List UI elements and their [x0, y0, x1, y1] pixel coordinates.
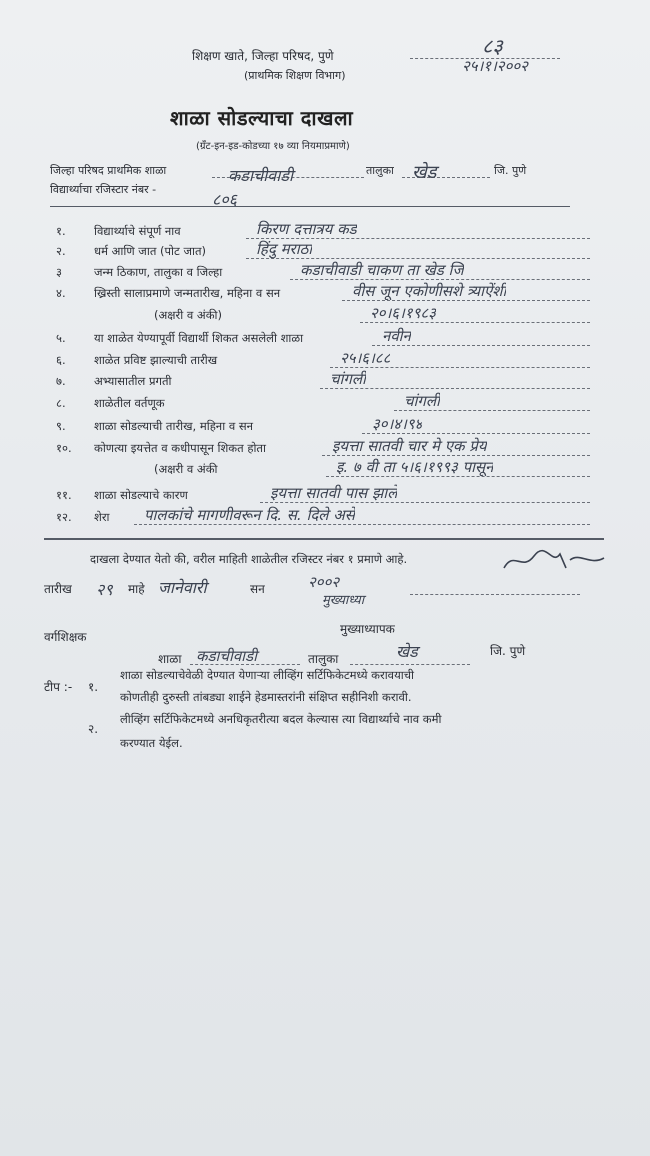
field-value: २०।६।१९८३	[370, 304, 436, 322]
field-number: ८.	[56, 396, 66, 410]
field-number: २.	[56, 244, 66, 258]
notes-label: टीप :-	[44, 680, 73, 694]
sig-school-label: शाळा	[158, 652, 182, 666]
sig-taluka-label: तालुका	[308, 652, 339, 666]
field-value: हिंदु मराठा	[256, 240, 313, 258]
field-value: २५।६।८८	[340, 349, 391, 367]
cert-line: दाखला देण्यात येतो की, वरील माहिती शाळेतील रजिस्टर नंबर १ प्रमाणे आहे.	[90, 552, 408, 566]
note-2-line1: लीव्हिंग सर्टिफिकेटमध्ये अनधिकृतरीत्या बदल केल्यास त्या विद्यार्थ्याचे नाव कमी	[120, 712, 442, 726]
note-2-number: २.	[88, 722, 99, 736]
field-label: कोणत्या इयत्तेत व कधीपासून शिकत होता	[94, 441, 266, 455]
subtitle: (ग्रँट-इन-इड-कोडच्या १७ व्या नियमाप्रमाणे)	[196, 141, 350, 152]
page-title: शाळा सोडल्याचा दाखला	[170, 106, 354, 130]
date-label: तारीख	[44, 582, 72, 596]
taluka-label: तालुका	[366, 164, 394, 177]
date-year: २००२	[308, 573, 340, 591]
field-number: ७.	[56, 374, 66, 388]
field-label: शाळा सोडल्याचे कारण	[94, 488, 188, 502]
district-label: जि. पुणे	[494, 164, 527, 177]
fields-divider	[44, 538, 604, 540]
school-label: जिल्हा परिषद प्राथमिक शाळा	[50, 164, 167, 177]
field-number: १०.	[56, 441, 72, 455]
field-number: ४.	[56, 286, 66, 300]
class-teacher: वर्गशिक्षक	[44, 630, 87, 644]
field-number: ११.	[56, 488, 72, 502]
field-label: शाळेत प्रविष्ट झाल्याची तारीख	[94, 353, 218, 367]
sign-text: मुख्याध्या	[322, 593, 365, 608]
sub-dept: (प्राथमिक शिक्षण विभाग)	[244, 69, 346, 82]
taluka-value: खेड	[412, 162, 437, 183]
field-label: शेरा	[94, 510, 110, 524]
field-label: विद्यार्थ्याचे संपूर्ण नाव	[94, 224, 181, 238]
field-value: वीस जून एकोणीसशे त्र्याऐंशी	[352, 282, 507, 300]
field-label: जन्म ठिकाण, तालुका व जिल्हा	[94, 265, 223, 279]
date-month: जानेवारी	[158, 578, 207, 597]
field-value: पालकांचे मागणीवरून दि. स. दिले असे	[144, 506, 355, 524]
field-value: कडाचीवाडी चाकण ता खेड जि	[300, 261, 464, 279]
ref-date: २५।१।२००२	[462, 57, 528, 75]
register-value: ८०६	[212, 190, 237, 209]
header-divider	[50, 206, 570, 207]
register-label: विद्यार्थ्याचा रजिस्टार नंबर -	[50, 183, 157, 196]
field-number: ३	[56, 265, 62, 279]
field-label: शाळेतील वर्तणूक	[94, 396, 165, 410]
date-day: २९	[96, 580, 113, 599]
field-label: (अक्षरी व अंकी)	[154, 308, 222, 322]
field-value: चांगली	[404, 392, 440, 410]
headmaster: मुख्याध्यापक	[340, 622, 395, 636]
field-label: या शाळेत येण्यापूर्वी विद्यार्थी शिकत असलेली शाळा	[94, 331, 304, 345]
field-number: ६.	[56, 353, 66, 367]
dept-line: शिक्षण खाते, जिल्हा परिषद, पुणे	[192, 49, 334, 63]
note-1-line2: कोणतीही दुरुस्ती तांबड्या शाईने हेडमास्तरांनी संक्षिप्त सहीनिशी करावी.	[120, 690, 412, 704]
sig-taluka-value: खेड	[396, 642, 418, 661]
headmaster-signature	[500, 546, 610, 576]
sign-dotline	[410, 594, 580, 595]
field-number: ९.	[56, 419, 66, 433]
note-1-number: १.	[88, 680, 99, 694]
sig-taluka-dotline	[350, 664, 470, 665]
note-2-line2: करण्यात येईल.	[120, 736, 183, 750]
ref-number: ८३	[482, 34, 503, 58]
field-number: १२.	[56, 510, 72, 524]
sig-school-value: कडाचीवाडी	[196, 647, 257, 665]
field-label: शाळा सोडल्याची तारीख, महिना व सन	[94, 419, 254, 433]
field-label: (अक्षरी व अंकी	[154, 462, 218, 476]
year-label: सन	[250, 582, 265, 596]
field-value: चांगली	[330, 370, 366, 388]
field-number: ५.	[56, 331, 66, 345]
school-value: कडाचीवाडी	[228, 166, 294, 185]
field-value: किरण दत्तात्रय कड	[256, 220, 357, 238]
field-label: धर्म आणि जात (पोट जात)	[94, 244, 207, 258]
field-value: इयत्ता सातवी चार मे एक प्रेय	[332, 437, 487, 455]
field-value: इयत्ता सातवी पास झाले	[270, 484, 398, 502]
field-number: १.	[56, 224, 66, 238]
field-value: ३०।४।९४	[372, 415, 423, 433]
field-label: अभ्यासातील प्रगती	[94, 374, 172, 388]
month-label: माहे	[128, 582, 145, 596]
field-value: नवीन	[382, 327, 411, 345]
field-label: ख्रिस्ती सालाप्रमाणे जन्मतारीख, महिना व सन	[94, 286, 281, 300]
note-1-line1: शाळा सोडल्याचेवेळी देण्यात येणाऱ्या लीव्हिंग सर्टिफिकेटमध्ये करावयाची	[120, 668, 414, 682]
field-value: इ. ७ वी ता ५।६।१९९३ पासून	[336, 458, 494, 476]
sig-district: जि. पुणे	[490, 644, 526, 658]
